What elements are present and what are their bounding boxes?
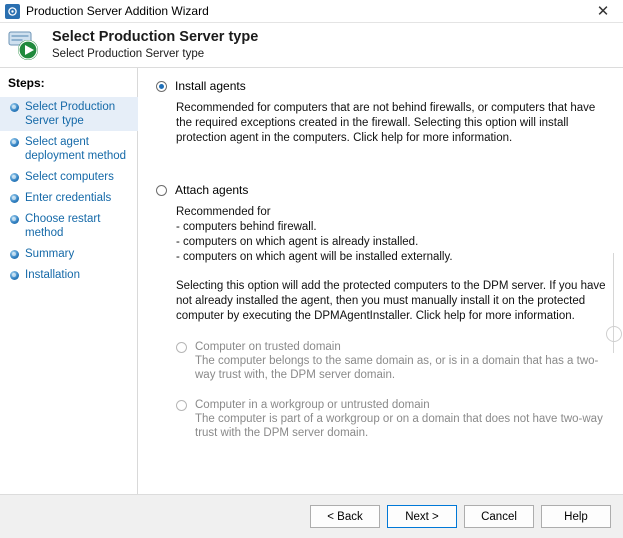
attach-agents-radio[interactable]	[156, 185, 167, 196]
step-label: Select Production Server type	[25, 101, 116, 127]
cancel-button[interactable]: Cancel	[464, 505, 534, 528]
computer-in-workgroup-radio[interactable]	[176, 400, 187, 411]
footer-bar	[0, 494, 623, 538]
step-bullet-icon	[10, 215, 19, 224]
install-agents-option[interactable]	[156, 80, 609, 93]
step-bullet-icon	[10, 103, 19, 112]
attach-agents-recommended-item-2: - computers on which agent is already installed.	[176, 236, 419, 248]
install-agents-description: Recommended for computers that are not behind firewalls, or computers that have the required exceptions created in the firewall. Selecting this option will install protection agent in the computers. Click help for more information.	[176, 102, 596, 144]
content-edge-circle	[606, 326, 622, 342]
step-bullet-icon	[10, 250, 19, 259]
computer-in-workgroup-description: The computer is part of a workgroup or on a domain that does not have two-way trust with the DPM server domain.	[195, 413, 603, 439]
wizard-header	[0, 23, 623, 68]
computer-in-workgroup-label: Computer in a workgroup or untrusted domain	[195, 399, 430, 411]
content-pane	[138, 68, 623, 518]
step-label: Installation	[25, 269, 80, 281]
attach-agents-label: Attach agents	[175, 183, 249, 197]
back-button[interactable]: < Back	[310, 505, 380, 528]
step-label: Summary	[25, 248, 75, 260]
attach-agents-recommended-heading: Recommended for	[176, 206, 271, 218]
attach-agents-description: Selecting this option will add the protected computers to the DPM server. If you have not already installed the agent, then you must manually install it on the protected computer by executing the DPMAgentInstaller. Click help for more information.	[176, 280, 606, 322]
footer-button-row	[310, 505, 611, 528]
step-bullet-icon	[10, 271, 19, 280]
step-bullet-icon	[10, 138, 19, 147]
window-title: Production Server Addition Wizard	[26, 4, 209, 18]
step-label: Choose restart method	[25, 213, 101, 239]
step-select-agent-deployment-method[interactable]	[8, 132, 137, 166]
computer-on-trusted-domain-option[interactable]	[176, 340, 609, 382]
step-select-production-server-type[interactable]	[0, 97, 138, 131]
page-subtitle: Select Production Server type	[52, 48, 205, 60]
step-bullet-icon	[10, 194, 19, 203]
next-button[interactable]: Next >	[387, 505, 457, 528]
attach-agents-recommended-item-3: - computers on which agent will be installed externally.	[176, 251, 453, 263]
install-agents-radio[interactable]	[156, 81, 167, 92]
step-enter-credentials[interactable]	[8, 188, 137, 208]
wizard-window-icon	[5, 4, 20, 19]
steps-pane	[0, 68, 138, 518]
steps-label: Steps:	[8, 76, 45, 90]
attach-agents-recommended-item-1: - computers behind firewall.	[176, 221, 317, 233]
step-installation[interactable]	[8, 265, 137, 285]
install-agents-label: Install agents	[175, 79, 246, 93]
wizard-body	[0, 68, 623, 518]
step-choose-restart-method[interactable]	[8, 209, 137, 243]
title-bar	[0, 0, 623, 23]
page-title: Select Production Server type	[52, 29, 259, 45]
computer-on-trusted-domain-label: Computer on trusted domain	[195, 341, 341, 353]
step-bullet-icon	[10, 173, 19, 182]
computer-on-trusted-domain-texts	[195, 340, 609, 382]
help-button[interactable]: Help	[541, 505, 611, 528]
header-text-group	[52, 29, 258, 61]
computer-in-workgroup-option[interactable]	[176, 398, 609, 440]
computer-on-trusted-domain-radio[interactable]	[176, 342, 187, 353]
close-icon[interactable]: ✕	[596, 2, 610, 20]
step-summary[interactable]	[8, 244, 137, 264]
attach-agents-option[interactable]	[156, 184, 609, 197]
step-label: Select agent deployment method	[25, 136, 127, 162]
step-label: Select computers	[25, 171, 114, 183]
computer-on-trusted-domain-description: The computer belongs to the same domain as, or is in a domain that has a two-way trust with, the DPM server domain.	[195, 355, 599, 381]
step-label: Enter credentials	[25, 192, 112, 204]
step-select-computers[interactable]	[8, 167, 137, 187]
server-agent-icon	[8, 28, 42, 62]
computer-in-workgroup-texts	[195, 398, 609, 440]
